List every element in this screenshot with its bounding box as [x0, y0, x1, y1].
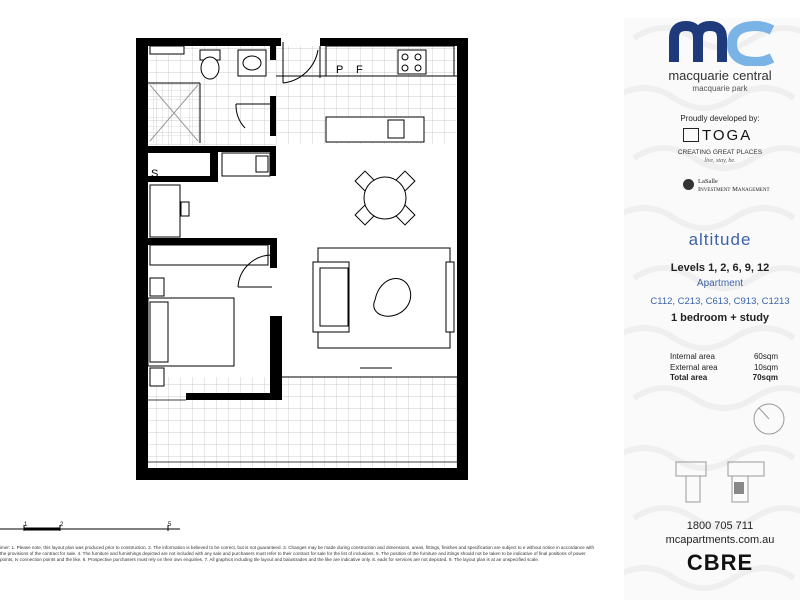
scale-tick-2: 2 [60, 522, 64, 528]
area-label: Total area [670, 373, 708, 382]
brand-name: macquarie central [668, 68, 772, 83]
area-label: Internal area [670, 352, 715, 361]
apartment-numbers: C112, C213, C613, C913, C1213 [650, 296, 790, 307]
study-desk [150, 185, 189, 237]
bedroom-furniture [148, 245, 268, 386]
keyplan-icon [672, 456, 772, 506]
toga-name: TOGA [702, 127, 753, 144]
toga-tagline: CREATING GREAT PLACES [677, 149, 763, 156]
levels: Levels 1, 2, 6, 9, 12 [670, 262, 770, 274]
lasalle-line1: LaSalle [698, 178, 718, 185]
website-link[interactable]: mcapartments.com.au [665, 534, 775, 546]
study-label: S [151, 168, 159, 180]
dining-set [355, 171, 415, 225]
scale-tick-1: 1 [24, 522, 28, 528]
area-row-total [670, 373, 778, 382]
area-row-internal [670, 352, 778, 361]
developed-by-label: Proudly developed by: [680, 114, 760, 123]
apartment-label: Apartment [696, 278, 744, 289]
living-furniture [313, 248, 454, 348]
background-pattern [624, 18, 800, 600]
compass-icon [752, 402, 786, 436]
apartment-type: 1 bedroom + study [670, 312, 770, 324]
tiled-floors [148, 46, 458, 469]
disclaimer-text: imer: 1. Please note, this layout plan was produced prior to construction. 2. The information is believed to be correct, but is not guaranteed. 3. Changes may be made during construction and dimensions, areas, fittings, finishes and specification are subject to e without notice in accordance with the provisions of the contract for sale. 4. The furniture and furnishings depicted are not included with any sale and purchasers must refer to their contract for sale for the list of inclusions. 5. The position of the furniture and ittings should not be taken to be indicative of final positions of power points, tv connection points and the like. 6. Prospective purchasers must rely on their own enquiries. 7. All graphics including tile layout and balustrades and the like are indicative only. 8. eads for services are not depicted. 9. The layout plan is at an unspecified scale. [0, 545, 595, 562]
scale-tick-5: 5 [168, 522, 172, 528]
brand-panel [624, 18, 800, 600]
area-label: External area [670, 363, 718, 372]
building-name: altitude [688, 230, 752, 249]
area-row-external [670, 363, 778, 372]
phone-number: 1800 705 711 [686, 520, 754, 532]
agent-logo: CBRE [686, 550, 754, 575]
lasalle-line2: Investment Management [698, 186, 770, 193]
lasalle-logo-icon [683, 179, 694, 190]
area-value: 70sqm [752, 373, 778, 382]
mc-logo-icon [668, 20, 778, 66]
pantry-label: P [336, 64, 344, 76]
fridge-label: F [356, 64, 363, 76]
brand-suburb: macquarie park [692, 84, 748, 93]
area-value: 60sqm [753, 352, 778, 361]
area-value: 10sqm [753, 363, 778, 372]
toga-script: live, stay, be. [704, 158, 736, 164]
toga-logo-icon [683, 128, 699, 142]
